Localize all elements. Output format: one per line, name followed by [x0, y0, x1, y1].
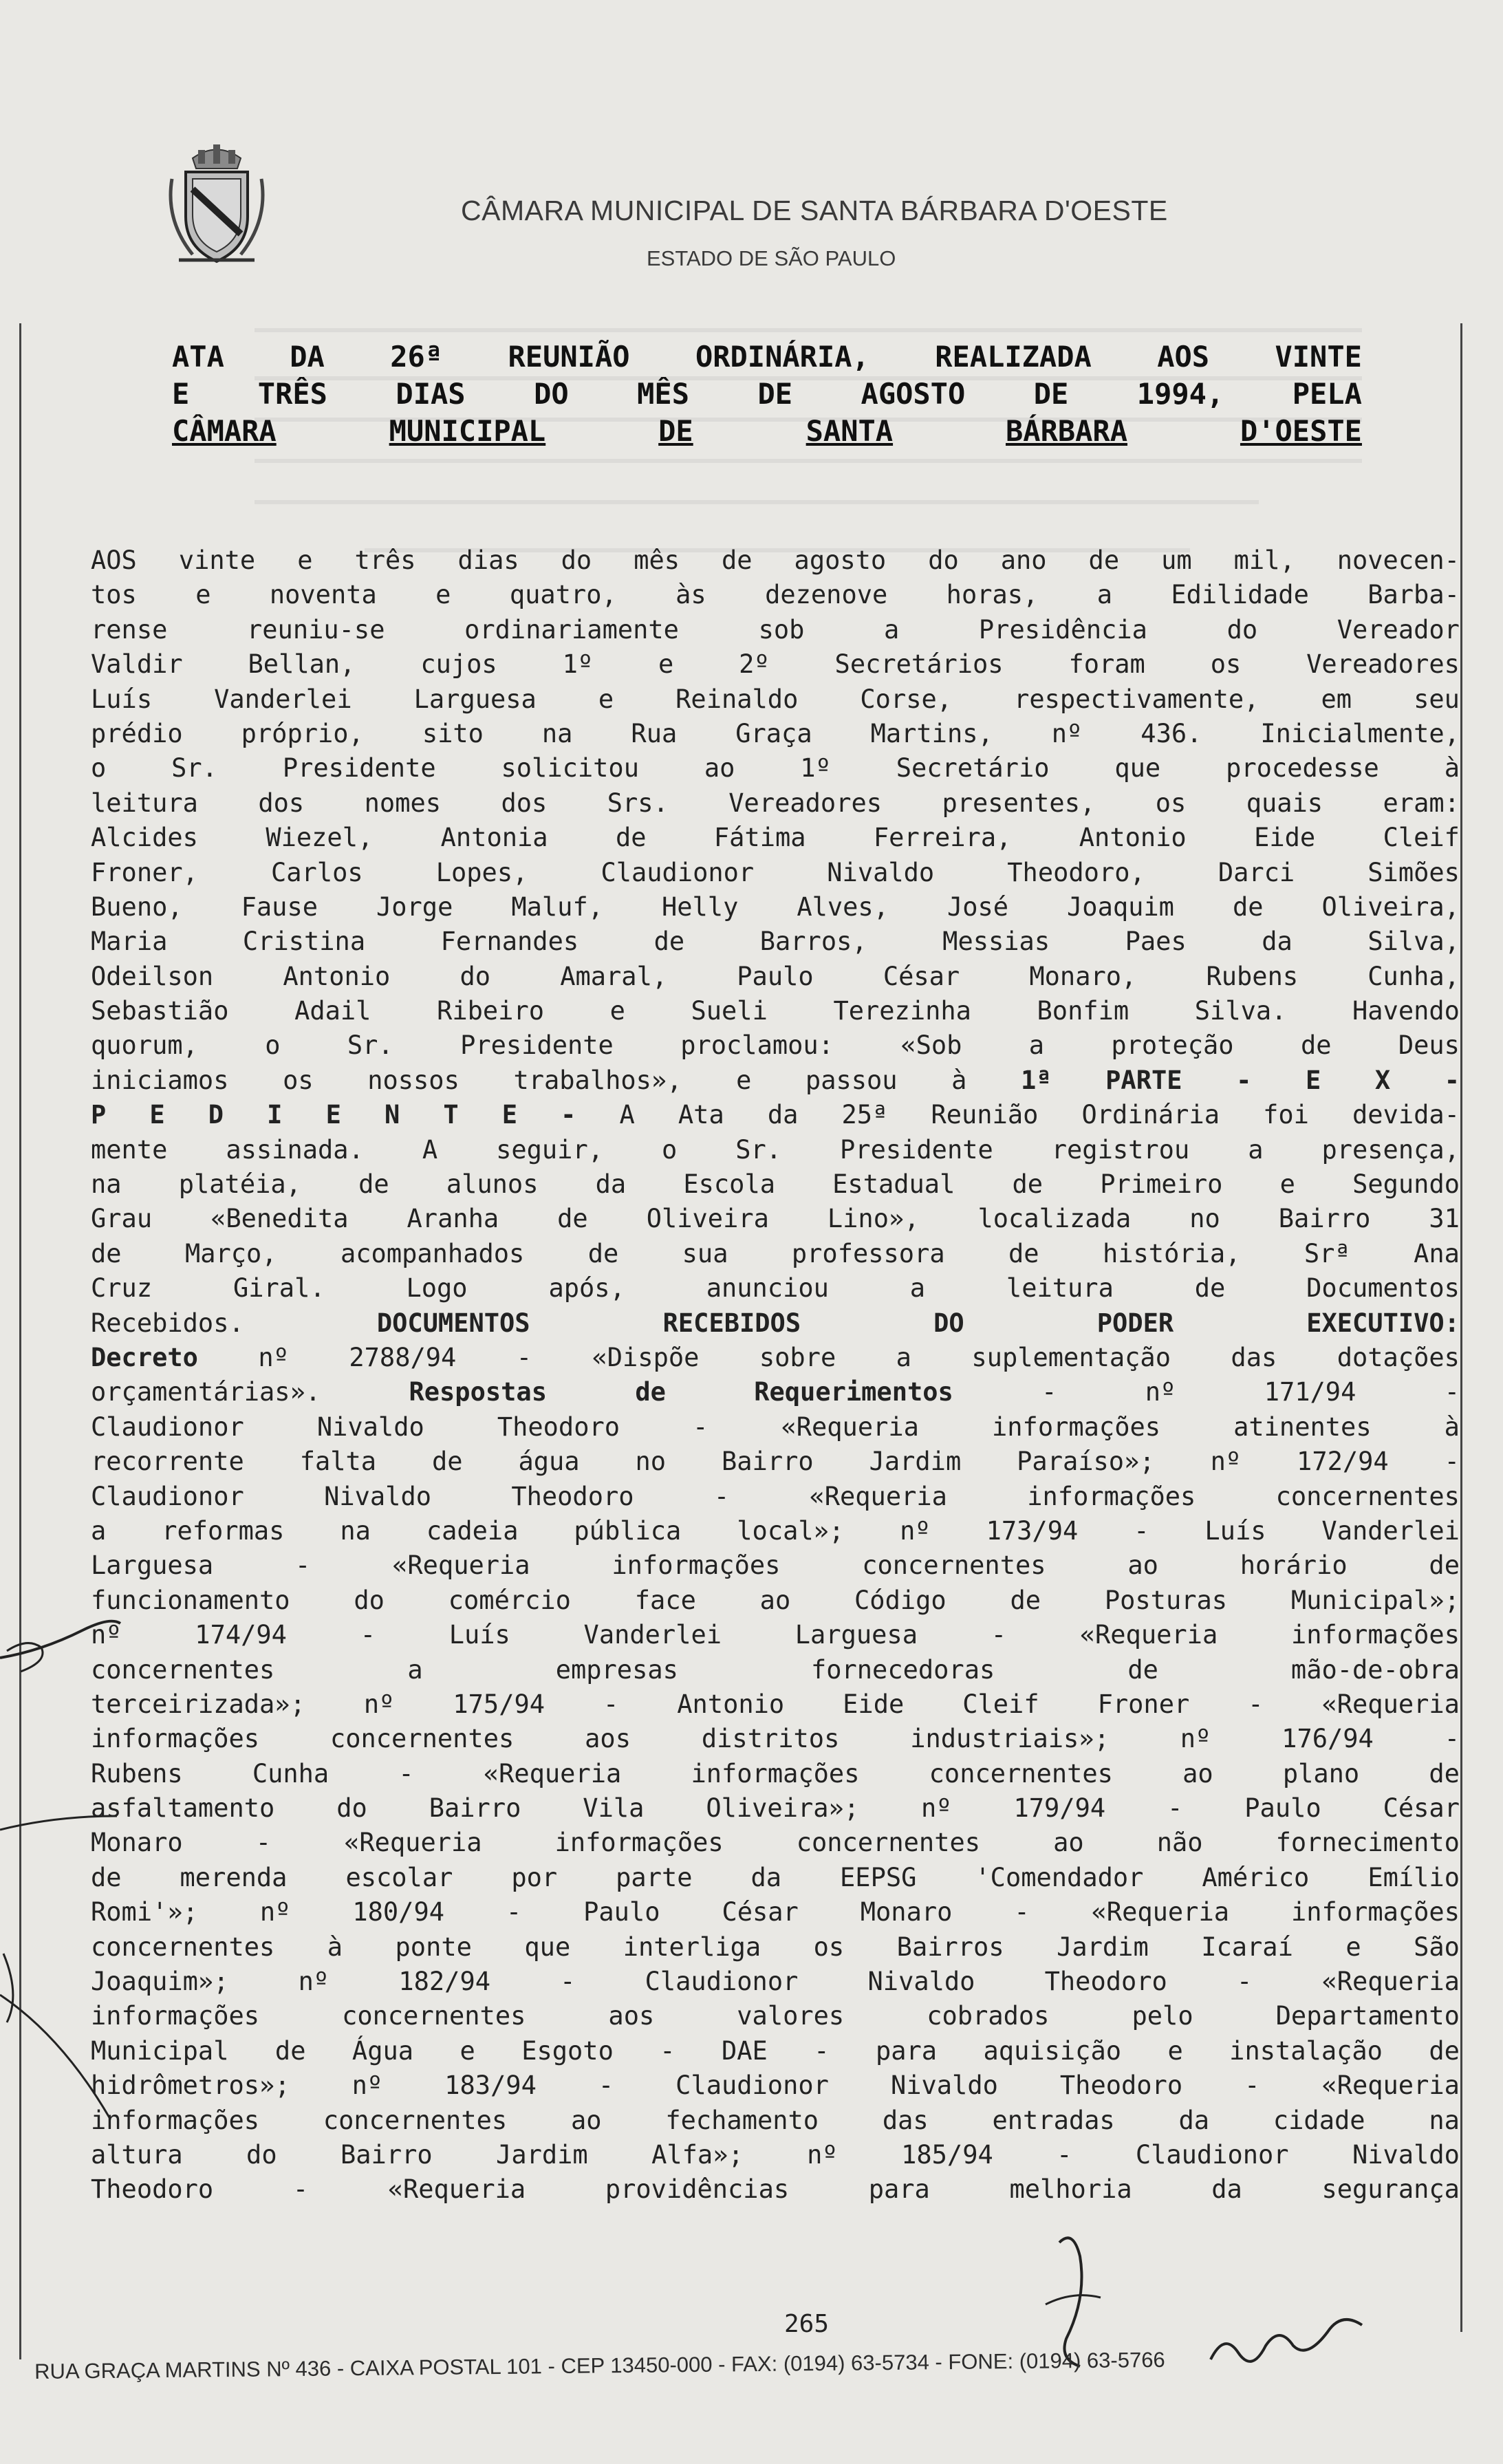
body-line: Decreto nº 2788/94 - «Dispõe sobre a suplementação das dotações [91, 1342, 1460, 1372]
title-line: ATA DA 26ª REUNIÃO ORDINÁRIA, REALIZADA AOS VINTE [172, 340, 1362, 374]
body-line: informações concernentes aos distritos industriais»; nº 176/94 - [91, 1724, 1460, 1754]
body-line: o Sr. Presidente solicitou ao 1º Secretário que procedesse à [91, 753, 1460, 783]
organization-state: ESTADO DE SÃO PAULO [647, 246, 896, 270]
title-line: E TRÊS DIAS DO MÊS DE AGOSTO DE 1994, PELA [172, 377, 1362, 411]
page-number: 265 [784, 2310, 830, 2338]
body-line: Joaquim»; nº 182/94 - Claudionor Nivaldo Theodoro - «Requeria [91, 1967, 1460, 1997]
body-line: Cruz Giral. Logo após, anunciou a leitura de Documentos [91, 1273, 1460, 1304]
body-line: mente assinada. A seguir, o Sr. Presidente registrou a presença, [91, 1134, 1460, 1165]
body-line: Luís Vanderlei Larguesa e Reinaldo Corse, respectivamente, em seu [91, 684, 1460, 714]
body-line: Odeilson Antonio do Amaral, Paulo César Monaro, Rubens Cunha, [91, 961, 1460, 991]
organization-name: CÂMARA MUNICIPAL DE SANTA BÁRBARA D'OESTE [461, 195, 1168, 226]
body-line: Sebastião Adail Ribeiro e Sueli Terezinha Bonfim Silva. Havendo [91, 996, 1460, 1026]
municipal-crest-icon [165, 138, 268, 268]
body-line: Valdir Bellan, cujos 1º e 2º Secretários foram os Vereadores [91, 649, 1460, 680]
body-line: Larguesa - «Requeria informações concernentes ao horário de [91, 1550, 1460, 1581]
body-line: Claudionor Nivaldo Theodoro - «Requeria informações concernentes [91, 1481, 1460, 1511]
body-line: leitura dos nomes dos Srs. Vereadores presentes, os quais eram: [91, 788, 1460, 818]
body-line: orçamentárias». Respostas de Requerimentos - nº 171/94 - [91, 1377, 1460, 1407]
body-line: Froner, Carlos Lopes, Claudionor Nivaldo Theodoro, Darci Simões [91, 857, 1460, 887]
body-line: AOS vinte e três dias do mês de agosto do ano de um mil, novecen- [91, 545, 1460, 575]
body-line: recorrente falta de água no Bairro Jardim Paraíso»; nº 172/94 - [91, 1447, 1460, 1477]
body-line: tos e noventa e quatro, às dezenove horas, a Edilidade Barba- [91, 580, 1460, 610]
body-line: na platéia, de alunos da Escola Estadual de Primeiro e Segundo [91, 1169, 1460, 1200]
body-line: Claudionor Nivaldo Theodoro - «Requeria informações atinentes à [91, 1412, 1460, 1442]
body-line: de merenda escolar por parte da EEPSG 'Comendador Américo Emílio [91, 1862, 1460, 1892]
body-line: nº 174/94 - Luís Vanderlei Larguesa - «Requeria informações [91, 1620, 1460, 1650]
body-line: Rubens Cunha - «Requeria informações concernentes ao plano de [91, 1758, 1460, 1788]
minutes-title [172, 338, 1362, 450]
body-line: iniciamos os nossos trabalhos», e passou à 1ª PARTE - E X - [91, 1065, 1460, 1095]
body-line: concernentes a empresas fornecedoras de mão-de-obra [91, 1654, 1460, 1685]
body-line: Municipal de Água e Esgoto - DAE - para aquisição e instalação de [91, 2035, 1460, 2066]
body-line: Recebidos. DOCUMENTOS RECEBIDOS DO PODER EXECUTIVO: [91, 1308, 1460, 1338]
body-line: informações concernentes aos valores cobrados pelo Departamento [91, 2001, 1460, 2031]
body-line: Bueno, Fause Jorge Maluf, Helly Alves, José Joaquim de Oliveira, [91, 891, 1460, 922]
body-line: Alcides Wiezel, Antonia de Fátima Ferreira, Antonio Eide Cleif [91, 823, 1460, 853]
body-line: funcionamento do comércio face ao Código de Posturas Municipal»; [91, 1585, 1460, 1615]
body-line: concernentes à ponte que interliga os Bairros Jardim Icaraí e São [91, 1932, 1460, 1962]
title-line: CÂMARA MUNICIPAL DE SANTA BÁRBARA D'OESTE [172, 414, 1362, 448]
body-line: asfaltamento do Bairro Vila Oliveira»; nº 179/94 - Paulo César [91, 1793, 1460, 1824]
margin-signature-strokes [0, 1610, 124, 2160]
minutes-body [91, 543, 1460, 2207]
body-line: informações concernentes ao fechamento das entradas da cidade na [91, 2105, 1460, 2135]
body-line: altura do Bairro Jardim Alfa»; nº 185/94 - Claudionor Nivaldo [91, 2139, 1460, 2170]
body-line: prédio próprio, sito na Rua Graça Martins, nº 436. Inicialmente, [91, 718, 1460, 748]
body-line: de Março, acompanhados de sua professora de história, Srª Ana [91, 1238, 1460, 1268]
body-line: quorum, o Sr. Presidente proclamou: «Sob a proteção de Deus [91, 1030, 1460, 1061]
body-line: terceirizada»; nº 175/94 - Antonio Eide Cleif Froner - «Requeria [91, 1689, 1460, 1719]
body-line: Romi'»; nº 180/94 - Paulo César Monaro - «Requeria informações [91, 1897, 1460, 1927]
body-line: Maria Cristina Fernandes de Barros, Messias Paes da Silva, [91, 927, 1460, 957]
body-line: P E D I E N T E - A Ata da 25ª Reunião Ordinária foi devida- [91, 1100, 1460, 1130]
footer-address: RUA GRAÇA MARTINS Nº 436 - CAIXA POSTAL 101 - CEP 13450-000 - FAX: (0194) 63-5734 - FONE: (0194) 63-5766 [34, 2347, 1165, 2384]
body-line: rense reuniu-se ordinariamente sob a Presidência do Vereador [91, 614, 1460, 645]
body-line: a reformas na cadeia pública local»; nº 173/94 - Luís Vanderlei [91, 1515, 1460, 1546]
body-line: Monaro - «Requeria informações concernentes ao não fornecimento [91, 1828, 1460, 1858]
right-margin-line [1460, 323, 1462, 2332]
body-line: Grau «Benedita Aranha de Oliveira Lino», localizada no Bairro 31 [91, 1204, 1460, 1234]
body-line: Theodoro - «Requeria providências para melhoria da segurança [91, 2174, 1460, 2205]
body-line: hidrômetros»; nº 183/94 - Claudionor Nivaldo Theodoro - «Requeria [91, 2071, 1460, 2101]
